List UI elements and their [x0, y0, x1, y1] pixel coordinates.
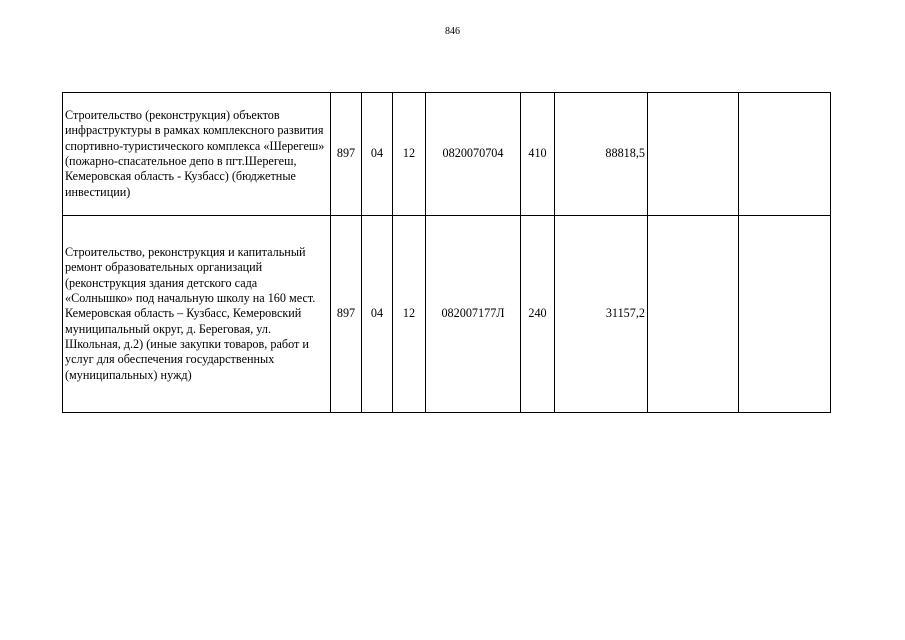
- row-name-cell: Строительство (реконструкция) объектов инфраструктуры в рамках комплексного развития спортивно-туристического комплекса «Шерегеш» (пожарно-спасательное депо в пгт.Шерегеш, Кемеровская область - Кузбасс) (бюджетные инвестиции): [63, 93, 331, 216]
- target-article-cell: 0820070704: [426, 93, 521, 216]
- page-number: 846: [445, 26, 460, 37]
- razdel-cell: 04: [362, 93, 393, 216]
- budget-table: [62, 92, 831, 413]
- table-row: [63, 216, 831, 413]
- target-article-cell: 082007177Л: [426, 216, 521, 413]
- amount-cell: 31157,2: [555, 216, 648, 413]
- empty-cell: [648, 93, 739, 216]
- grbs-cell: 897: [331, 216, 362, 413]
- expense-type-cell: 410: [521, 93, 555, 216]
- expense-type-cell: 240: [521, 216, 555, 413]
- amount-cell: 88818,5: [555, 93, 648, 216]
- row-name-cell: Строительство, реконструкция и капитальный ремонт образовательных организаций (реконструкция здания детского сада «Солнышко» под начальную школу на 160 мест. Кемеровская область – Кузбасс, Кемеровский муниципальный округ, д. Береговая, ул. Школьная, д.2) (иные закупки товаров, работ и услуг для обеспечения государственных (муниципальных) нужд): [63, 216, 331, 413]
- empty-cell: [739, 93, 831, 216]
- razdel-cell: 04: [362, 216, 393, 413]
- grbs-cell: 897: [331, 93, 362, 216]
- empty-cell: [648, 216, 739, 413]
- podrazdel-cell: 12: [393, 216, 426, 413]
- podrazdel-cell: 12: [393, 93, 426, 216]
- empty-cell: [739, 216, 831, 413]
- table-row: [63, 93, 831, 216]
